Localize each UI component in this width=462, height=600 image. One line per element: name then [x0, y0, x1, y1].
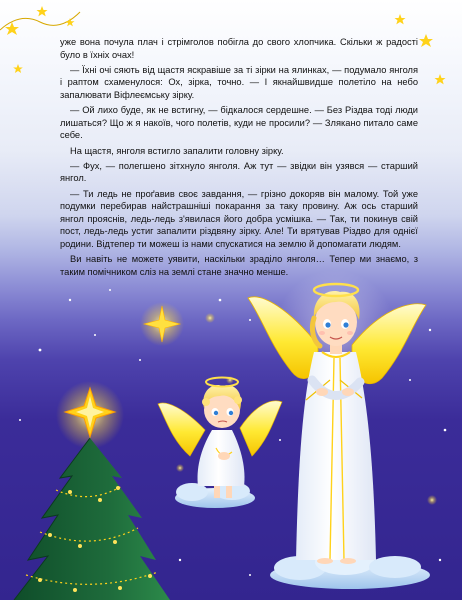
story-paragraph-7: Ви навіть не можете уявити, наскільки зраділо янголя… Тепер ми знаємо, з таким помічником сліз на землі стане значно менше.	[60, 254, 418, 277]
story-paragraph-6: — Ти ледь не проґавив своє завдання, — грізно докоряв він малому. Той уже подумки перебирав найстрашніші покарання за таку провину. Аж ось старший янгол прояснів, ледь-ледь з'явилася його добра усмішка. — Так, ти покинув свій пост, ледь-ледь устиг запалити різдвяну зірку. Але! Ти врятував Різдво для однієї родини. Відтепер ти можеш із нами спускатися на землю й допомагати людям.	[60, 188, 418, 249]
star-icon	[66, 18, 75, 26]
small-angel	[158, 378, 282, 499]
star-icon	[435, 74, 446, 84]
top-stars	[5, 6, 446, 84]
story-paragraph-3: — Ой лихо буде, як не встигну, — бідкалося сердешне. — Без Різдва тоді люди лишаться? Що ж я накоїв, чого полетів, куди не просили? — Злякано питало саме себе.	[60, 105, 418, 141]
story-paragraph-1: уже вона почула плач і стрімголов побігла до свого хлопчика. Скільки ж радості було в їхніх очах!	[60, 37, 418, 60]
star-icon	[419, 34, 433, 47]
story-paragraph-2: — Їхні очі сяють від щастя яскравіше за ті зірки на ялинках, — подумало янголя і раптом схаменулося: Ох, зірка, точно. — І якнайшвидше полетіло на небо запалювати Віфлеємську зірку.	[60, 64, 418, 100]
christmas-tree	[14, 381, 170, 600]
story-paragraph-5: — Фух, — полегшено зітхнуло янголя. Аж тут — звідки він узявся — старший янгол.	[60, 160, 418, 184]
story-paragraph-4: На щастя, янголя встигло запалити головну зірку.	[70, 145, 284, 156]
star-icon	[37, 6, 48, 16]
star-icon	[13, 64, 23, 73]
star-icon	[395, 14, 406, 24]
sky-star	[140, 302, 184, 346]
